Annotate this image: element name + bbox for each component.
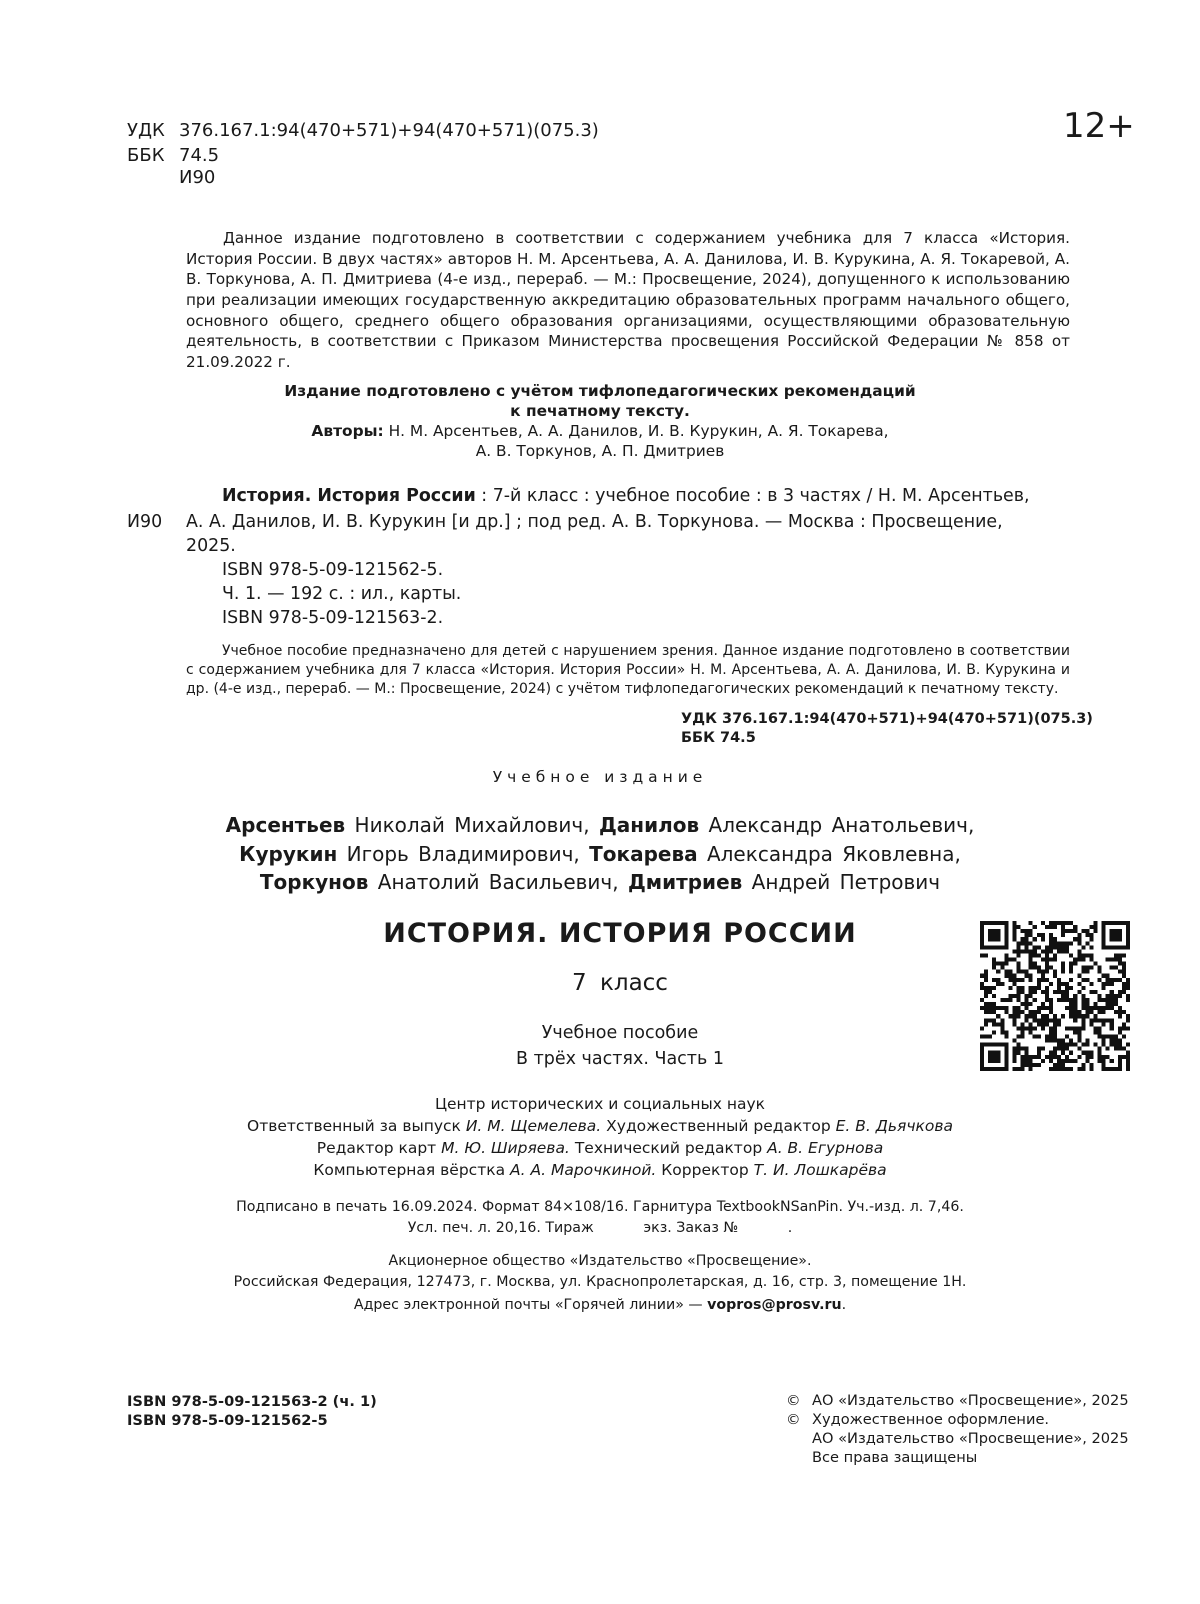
tiflo-authors-line1 [0, 421, 1200, 441]
catalog-mark: И90 [127, 512, 163, 532]
email-prefix: Адрес электронной почты «Горячей линии» — [353, 1297, 708, 1313]
udk-label: УДК [127, 120, 165, 141]
staff-name: А. А. Марочкиной. [510, 1161, 657, 1179]
book-parts: В трёх частях. Часть 1 [516, 1049, 724, 1069]
udk-line [127, 120, 599, 142]
book-grade: 7 класс [572, 970, 668, 996]
catalog-line1 [222, 485, 1030, 507]
author-surname: Данилов [598, 813, 700, 837]
publisher-email-line [0, 1295, 1200, 1316]
staff-name: А. В. Егурнова [767, 1139, 884, 1157]
staff-line1 [0, 1116, 1200, 1136]
qr-code[interactable] [980, 921, 1130, 1071]
authors-label: Авторы: [311, 422, 384, 440]
author-name: Николай Михайлович, [354, 813, 590, 837]
author-surname: Арсентьев [225, 813, 346, 837]
authors-list-1: Н. М. Арсентьев, А. А. Данилов, И. В. Курукин, А. Я. Токарева, [388, 422, 889, 440]
tiflo-authors-line2: А. В. Торкунов, А. П. Дмитриев [475, 442, 725, 460]
staff-label: Ответственный за выпуск [247, 1117, 461, 1135]
copyright-line: АО «Издательство «Просвещение», 2025 [812, 1430, 1129, 1447]
bbk-label: ББК [127, 145, 165, 166]
authors-full-line3 [0, 869, 1200, 895]
staff-name: Т. И. Лошкарёва [753, 1161, 887, 1179]
age-rating: 12+ [1063, 106, 1135, 146]
copyright-line: Художественное оформление. [812, 1411, 1050, 1428]
staff-line2 [0, 1138, 1200, 1158]
author-name: Александр Анатольевич, [708, 813, 975, 837]
catalog-isbn-full: ISBN 978-5-09-121562-5. [222, 560, 444, 580]
staff-label: Корректор [661, 1161, 749, 1179]
book-type: Учебное пособие [541, 1023, 699, 1043]
catalog-isbn-part: ISBN 978-5-09-121563-2. [222, 608, 444, 628]
staff-label: Художественный редактор [606, 1117, 831, 1135]
author-surname: Токарева [589, 842, 698, 866]
catalog-title: История. История России [222, 486, 476, 506]
staff-name: Е. В. Дьячкова [835, 1117, 953, 1135]
udk-value: 376.167.1:94(470+571)+94(470+571)(075.3) [179, 120, 599, 141]
copyright-icon: © [786, 1411, 801, 1428]
author-name: Анатолий Васильевич, [377, 870, 619, 894]
author-mark: И90 [179, 167, 216, 188]
book-title: ИСТОРИЯ. ИСТОРИЯ РОССИИ [383, 918, 857, 949]
author-surname: Торкунов [259, 870, 369, 894]
tiflo-note-line1: Издание подготовлено с учётом тифлопедагогических рекомендаций [284, 382, 916, 400]
catalog-line2: А. А. Данилов, И. В. Курукин [и др.] ; под ред. А. В. Торкунова. — Москва : Просвещение, [186, 512, 1003, 532]
staff-center: Центр исторических и социальных наук [434, 1095, 766, 1113]
printing-line1: Подписано в печать 16.09.2024. Формат 84×108/16. Гарнитура TextbookNSanPin. Уч.-изд. л. 7,46. [236, 1199, 964, 1215]
catalog-bbk: ББК 74.5 [681, 730, 756, 746]
publisher-line2: Российская Федерация, 127473, г. Москва, ул. Краснопролетарская, д. 16, стр. 3, помещение 1Н. [233, 1274, 967, 1290]
printing-line2: Усл. печ. л. 20,16. Тираж экз. Заказ № . [407, 1220, 793, 1236]
authors-full-line2 [0, 841, 1200, 867]
bbk-line [127, 145, 219, 167]
footer-isbn-part: ISBN 978-5-09-121563-2 (ч. 1) [127, 1393, 377, 1410]
bbk-value: 74.5 [179, 145, 220, 166]
intro-paragraph: Данное издание подготовлено в соответствии с содержанием учебника для 7 класса «История. История России. В двух частях» авторов Н. М. Арсентьева, А. А. Данилова, И. В. Курукина, А. Я. Токаревой, А. В. Торкунова, А. П. Дмитриева (4-е изд., перераб. — М.: Просвещение, 2024), допущенного к использованию при реализации имеющих государственную аккредитацию образовательных программ начального общего, основного общего, среднего общего образования организациями, осуществляющими образовательную деятельность, в соответствии с Приказом Министерства просвещения Российской Федерации № 858 от 21.09.2022 г. [186, 229, 1070, 371]
catalog-udk: УДК 376.167.1:94(470+571)+94(470+571)(075.3) [681, 711, 1093, 727]
author-name: Игорь Владимирович, [346, 842, 580, 866]
footer-isbn-full: ISBN 978-5-09-121562-5 [127, 1412, 328, 1429]
copyright-icon: © [786, 1392, 801, 1409]
email-link[interactable]: vopros@prosv.ru [707, 1297, 842, 1313]
copyright-line: Все права защищены [812, 1449, 978, 1466]
author-surname: Курукин [239, 842, 338, 866]
copyright-line: АО «Издательство «Просвещение», 2025 [812, 1392, 1129, 1409]
catalog-line1-rest: : 7-й класс : учебное пособие : в 3 частях / Н. М. Арсентьев, [475, 486, 1030, 506]
author-name: Александра Яковлевна, [706, 842, 961, 866]
staff-line3 [0, 1160, 1200, 1180]
staff-name: И. М. Щемелева. [465, 1117, 602, 1135]
publisher-line1: Акционерное общество «Издательство «Просвещение». [388, 1253, 812, 1269]
author-name: Андрей Петрович [751, 870, 941, 894]
staff-label: Технический редактор [574, 1139, 763, 1157]
authors-full-line1 [0, 812, 1200, 838]
catalog-line3: 2025. [186, 536, 236, 556]
copyright-block [786, 1391, 1129, 1467]
author-surname: Дмитриев [627, 870, 743, 894]
staff-label: Компьютерная вёрстка [313, 1161, 506, 1179]
edition-type: Учебное издание [492, 768, 708, 786]
email-suffix: . [841, 1297, 847, 1313]
tiflo-note-line2: к печатному тексту. [510, 402, 690, 420]
catalog-annotation: Учебное пособие предназначено для детей с нарушением зрения. Данное издание подготовлено в соответствии с содержанием учебника для 7 класса «История. История России» Н. М. Арсентьева, А. А. Данилова, И. В. Курукина и др. (4-е изд., перераб. — М.: Просвещение, 2024) с учётом тифлопедагогических рекомендаций к печатному тексту. [186, 643, 1070, 697]
staff-label: Редактор карт [316, 1139, 437, 1157]
staff-name: М. Ю. Ширяева. [441, 1139, 570, 1157]
catalog-part-pages: Ч. 1. — 192 с. : ил., карты. [222, 584, 462, 604]
